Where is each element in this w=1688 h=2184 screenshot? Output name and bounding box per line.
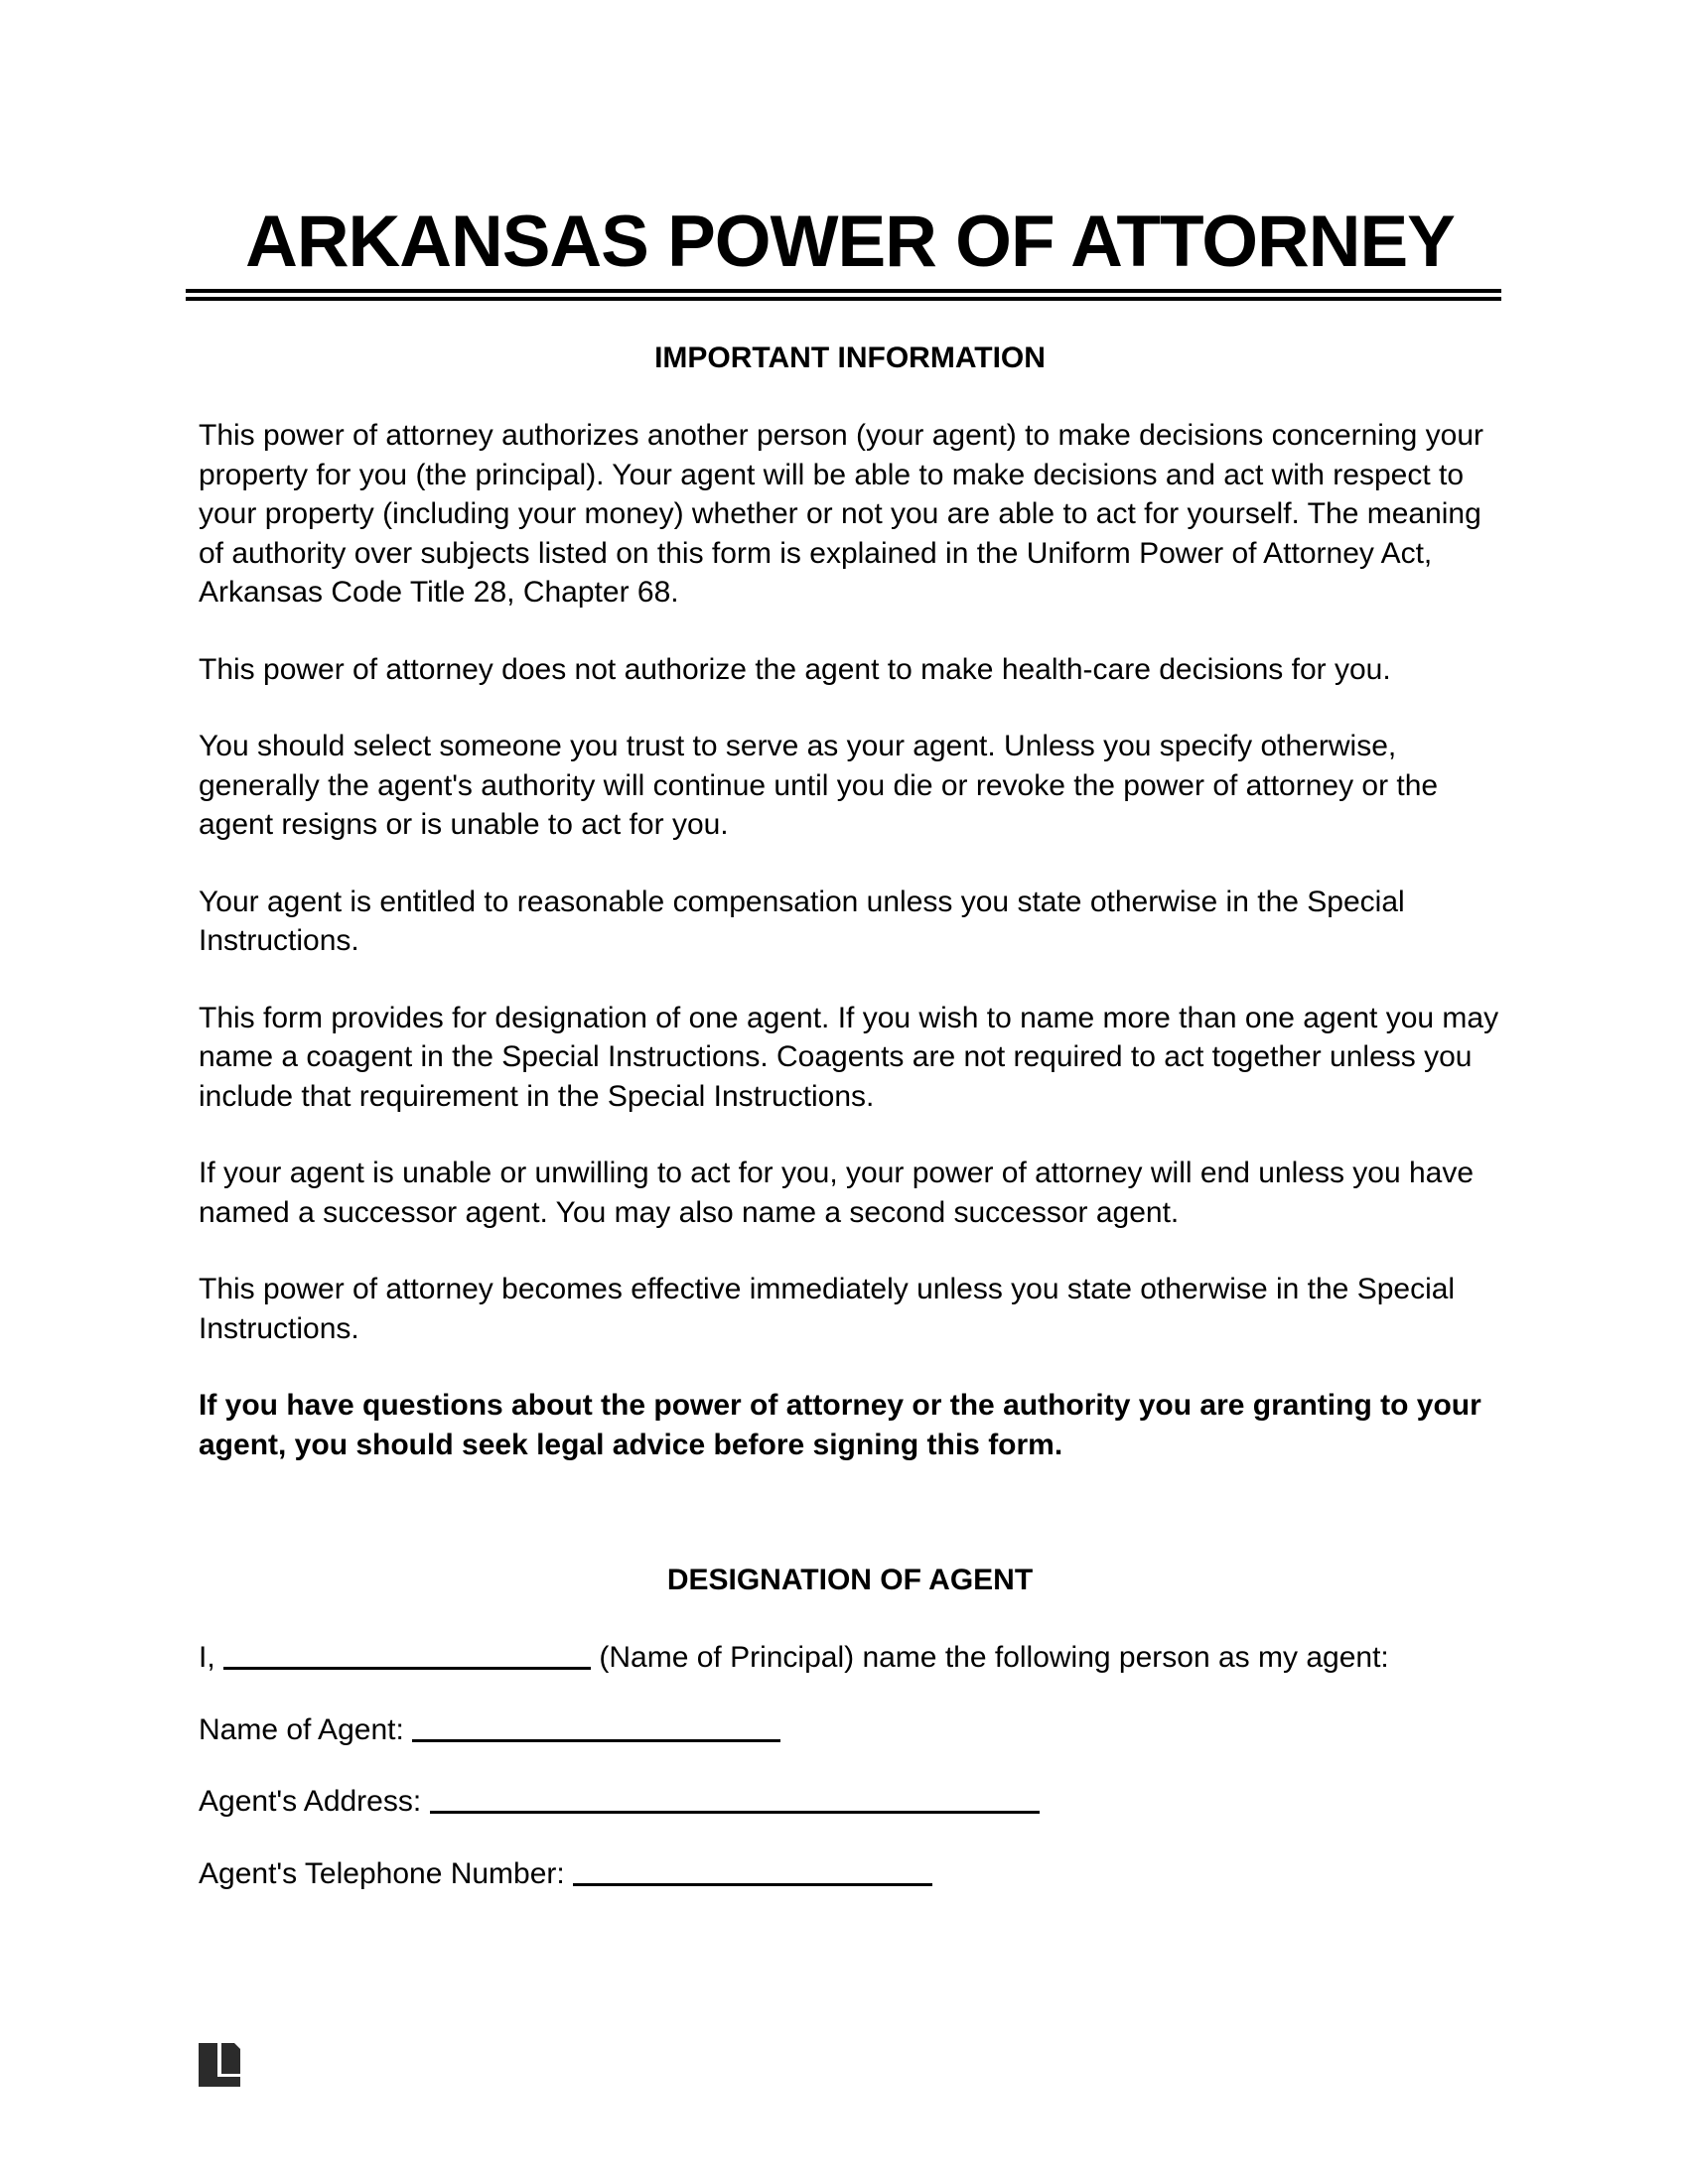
designation-of-agent-heading: DESIGNATION OF AGENT <box>666 1564 1034 1596</box>
page-title: ARKANSAS POWER OF ATTORNEY <box>245 202 1455 282</box>
info-paragraph: This power of attorney becomes effective immediately unless you state otherwise in the Special Instructions. <box>199 1273 1456 1345</box>
info-paragraph: This form provides for designation of one agent. If you wish to name more than one agent you may name a coagent in the Special Instructions. Coagents are not required to act together unless you include that requirement in the Special Instructions. <box>199 1001 1499 1113</box>
agent-address-line <box>199 1782 1501 1822</box>
document-page <box>199 0 1501 1893</box>
legal-templates-logo-icon <box>199 2043 240 2087</box>
info-paragraph: This power of attorney authorizes another person (your agent) to make decisions concerning your property for you (the principal). Your agent will be able to make decisions and act with respect to your property (including your money) whether or not you are able to act for yourself. The meaning of authority over subjects listed on this form is explained in the Uniform Power of Attorney Act, Arkansas Code Title 28, Chapter 68. <box>199 419 1484 609</box>
agent-address-blank[interactable] <box>430 1785 1040 1814</box>
agent-address-label: Agent's Address: <box>199 1785 422 1818</box>
agent-phone-line <box>199 1854 1501 1894</box>
info-paragraph: If your agent is unable or unwilling to act for you, your power of attorney will end unless you have named a successor agent. You may also name a second successor agent. <box>199 1157 1475 1229</box>
agent-name-line <box>199 1710 1501 1750</box>
agent-phone-blank[interactable] <box>573 1857 932 1886</box>
legal-advice-notice: If you have questions about the power of attorney or the authority you are granting to your agent, you should seek legal advice before signing this form. <box>199 1389 1481 1461</box>
info-paragraph: Your agent is entitled to reasonable compensation unless you state otherwise in the Special Instructions. <box>199 885 1405 957</box>
principal-name-line <box>199 1638 1501 1678</box>
principal-line-prefix: I, <box>199 1641 215 1674</box>
agent-phone-label: Agent's Telephone Number: <box>199 1856 565 1890</box>
principal-line-suffix: (Name of Principal) name the following person as my agent: <box>599 1641 1389 1674</box>
principal-name-blank[interactable] <box>223 1641 591 1670</box>
agent-name-label: Name of Agent: <box>199 1712 404 1746</box>
important-information-heading: IMPORTANT INFORMATION <box>654 341 1046 374</box>
info-paragraph: You should select someone you trust to serve as your agent. Unless you specify otherwise, generally the agent's authority will continue until you die or revoke the power of attorney or the agent resigns or is unable to act for you. <box>199 730 1439 841</box>
title-double-rule <box>186 289 1501 301</box>
info-paragraph: This power of attorney does not authorize the agent to make health-care decisions for you. <box>199 652 1391 686</box>
agent-name-blank[interactable] <box>412 1713 780 1742</box>
